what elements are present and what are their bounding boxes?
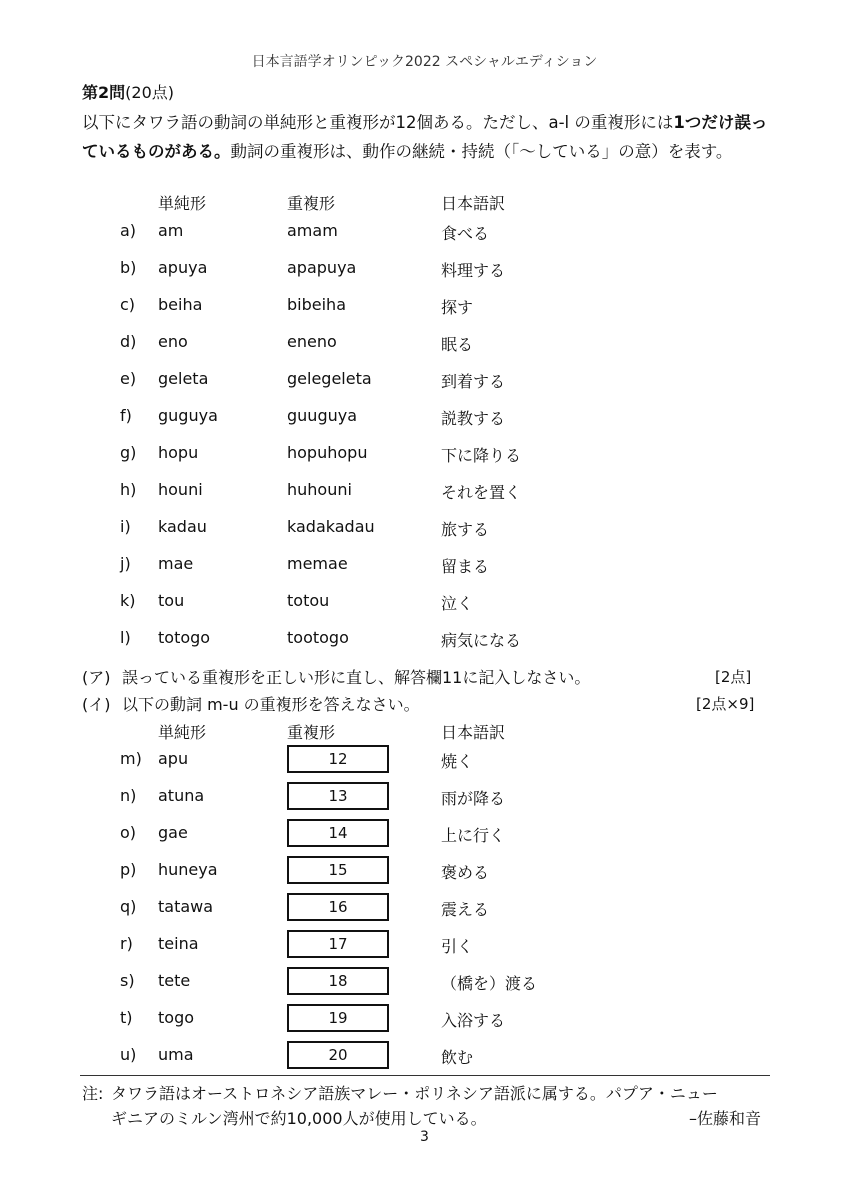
subq-b-label: (イ) <box>82 695 111 714</box>
col2-header-redup: 重複形 <box>287 723 336 742</box>
reduplicated-form: kadakadau <box>287 517 375 536</box>
row-letter: k) <box>120 591 136 610</box>
japanese-translation: 料理する <box>441 261 506 280</box>
verb-row <box>0 369 849 406</box>
answer-row <box>0 860 849 897</box>
note-author: –佐藤和音 <box>689 1109 762 1128</box>
simple-form: apu <box>158 749 189 768</box>
row-letter: t) <box>120 1008 133 1027</box>
simple-form: atuna <box>158 786 205 805</box>
intro-bold: 1つだけ誤っているものがある。 <box>82 113 768 161</box>
subq-a-points: [2点] <box>715 668 752 686</box>
row-letter: o) <box>120 823 137 842</box>
simple-form: eno <box>158 332 188 351</box>
answer-row <box>0 1045 849 1082</box>
answer-row <box>0 934 849 971</box>
question-intro <box>82 108 772 166</box>
verb-row <box>0 332 849 369</box>
simple-form: guguya <box>158 406 218 425</box>
intro-part2: 動詞の重複形は、動作の継続・持続（「〜している」の意）を表す。 <box>230 142 733 161</box>
japanese-translation: それを置く <box>441 483 522 502</box>
row-letter: u) <box>120 1045 137 1064</box>
simple-form: mae <box>158 554 194 573</box>
japanese-translation: 留まる <box>441 557 490 576</box>
japanese-translation: 雨が降る <box>441 789 506 808</box>
japanese-translation: （橋を）渡る <box>441 974 538 993</box>
simple-form: hopu <box>158 443 199 462</box>
intro-part1: 以下にタワラ語の動詞の単純形と重複形が12個ある。ただし、a-l の重複形には <box>82 113 674 132</box>
col2-header-japanese: 日本語訳 <box>441 723 506 742</box>
answer-box[interactable]: 17 <box>287 930 389 958</box>
japanese-translation: 下に降りる <box>441 446 522 465</box>
col-header-simple: 単純形 <box>158 194 207 213</box>
japanese-translation: 飲む <box>441 1048 474 1067</box>
simple-form: geleta <box>158 369 209 388</box>
reduplicated-form: gelegeleta <box>287 369 372 388</box>
question-title <box>82 80 174 103</box>
verb-row <box>0 554 849 591</box>
answer-box[interactable]: 14 <box>287 819 389 847</box>
japanese-translation: 泣く <box>441 594 474 613</box>
reduplicated-form: tootogo <box>287 628 349 647</box>
simple-form: kadau <box>158 517 207 536</box>
subq-b-points: [2点×9] <box>696 695 755 713</box>
answer-box[interactable]: 19 <box>287 1004 389 1032</box>
row-letter: h) <box>120 480 137 499</box>
col2-header-simple: 単純形 <box>158 723 207 742</box>
verb-row <box>0 295 849 332</box>
row-letter: c) <box>120 295 136 314</box>
row-letter: n) <box>120 786 137 805</box>
japanese-translation: 探す <box>441 298 474 317</box>
answer-row <box>0 823 849 860</box>
japanese-translation: 引く <box>441 937 474 956</box>
row-letter: f) <box>120 406 132 425</box>
row-letter: p) <box>120 860 137 879</box>
answer-box[interactable]: 12 <box>287 745 389 773</box>
page-number: 3 <box>420 1129 429 1145</box>
reduplicated-form: memae <box>287 554 348 573</box>
verb-row <box>0 480 849 517</box>
simple-form: beiha <box>158 295 203 314</box>
japanese-translation: 震える <box>441 900 490 919</box>
answer-row <box>0 749 849 786</box>
simple-form: teina <box>158 934 199 953</box>
reduplicated-form: hopuhopu <box>287 443 368 462</box>
japanese-translation: 食べる <box>441 224 490 243</box>
japanese-translation: 褒める <box>441 863 490 882</box>
simple-form: apuya <box>158 258 208 277</box>
row-letter: a) <box>120 221 137 240</box>
row-letter: b) <box>120 258 137 277</box>
reduplicated-form: totou <box>287 591 330 610</box>
row-letter: j) <box>120 554 131 573</box>
row-letter: m) <box>120 749 142 768</box>
reduplicated-form: huhouni <box>287 480 352 499</box>
simple-form: tou <box>158 591 185 610</box>
japanese-translation: 病気になる <box>441 631 522 650</box>
note-divider <box>80 1075 770 1076</box>
verb-row <box>0 221 849 258</box>
question-points: (20点) <box>125 83 174 102</box>
simple-form: tete <box>158 971 191 990</box>
verb-row <box>0 406 849 443</box>
answer-row <box>0 971 849 1008</box>
row-letter: q) <box>120 897 137 916</box>
answer-row <box>0 1008 849 1045</box>
answer-box[interactable]: 16 <box>287 893 389 921</box>
note-line1: タワラ語はオーストロネシア語族マレー・ポリネシア語派に属する。パプア・ニュー <box>111 1084 718 1103</box>
reduplicated-form: guuguya <box>287 406 358 425</box>
japanese-translation: 到着する <box>441 372 506 391</box>
simple-form: gae <box>158 823 188 842</box>
japanese-translation: 眠る <box>441 335 474 354</box>
simple-form: tatawa <box>158 897 214 916</box>
row-letter: s) <box>120 971 135 990</box>
reduplicated-form: apapuya <box>287 258 357 277</box>
row-letter: e) <box>120 369 137 388</box>
simple-form: am <box>158 221 184 240</box>
verb-row <box>0 443 849 480</box>
answer-box[interactable]: 18 <box>287 967 389 995</box>
answer-row <box>0 786 849 823</box>
japanese-translation: 入浴する <box>441 1011 506 1030</box>
answer-box[interactable]: 15 <box>287 856 389 884</box>
question-number: 第2問 <box>82 83 126 102</box>
col-header-redup: 重複形 <box>287 194 336 213</box>
japanese-translation: 旅する <box>441 520 490 539</box>
japanese-translation: 説教する <box>441 409 506 428</box>
verb-row <box>0 591 849 628</box>
row-letter: g) <box>120 443 137 462</box>
page-header: 日本言語学オリンピック2022 スペシャルエディション <box>251 54 598 70</box>
subq-a-text: 誤っている重複形を正しい形に直し、解答欄11に記入しなさい。 <box>122 668 591 687</box>
row-letter: r) <box>120 934 133 953</box>
subq-a-label: (ア) <box>82 668 111 687</box>
simple-form: totogo <box>158 628 211 647</box>
reduplicated-form: eneno <box>287 332 337 351</box>
answer-row <box>0 897 849 934</box>
verb-row <box>0 628 849 665</box>
reduplicated-form: bibeiha <box>287 295 346 314</box>
simple-form: huneya <box>158 860 218 879</box>
row-letter: i) <box>120 517 131 536</box>
answer-box[interactable]: 20 <box>287 1041 389 1069</box>
simple-form: houni <box>158 480 203 499</box>
reduplicated-form: amam <box>287 221 338 240</box>
japanese-translation: 焼く <box>441 752 474 771</box>
row-letter: d) <box>120 332 137 351</box>
note-line2: ギニアのミルン湾州で約10,000人が使用している。 <box>111 1109 487 1128</box>
verb-row <box>0 517 849 554</box>
simple-form: uma <box>158 1045 194 1064</box>
japanese-translation: 上に行く <box>441 826 506 845</box>
answer-box[interactable]: 13 <box>287 782 389 810</box>
subq-b-text: 以下の動詞 m-u の重複形を答えなさい。 <box>122 695 420 714</box>
col-header-japanese: 日本語訳 <box>441 194 506 213</box>
note-label: 注: <box>82 1084 104 1103</box>
row-letter: l) <box>120 628 131 647</box>
verb-row <box>0 258 849 295</box>
simple-form: togo <box>158 1008 195 1027</box>
